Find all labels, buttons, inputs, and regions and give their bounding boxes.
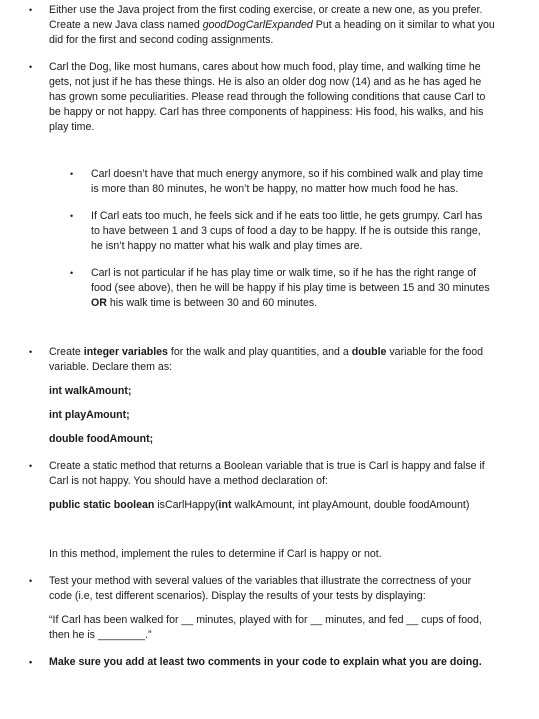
- rule-text: his walk time is between 30 and 60 minutes.: [106, 297, 318, 309]
- bullet-icon: •: [29, 62, 33, 72]
- signature-keywords: public static boolean: [49, 499, 158, 511]
- signature-name: isCarlHappy(: [157, 499, 219, 511]
- method-text: Create a static method that returns a Boolean variable that is true is Carl is happy and false if Carl is not happy. You should have a method declaration of:: [49, 460, 485, 487]
- declaration-play: int playAmount;: [49, 409, 130, 421]
- intro-text-2: Put a heading on it similar to what you did for the first and second coding assignments.: [49, 19, 495, 46]
- bullet-icon: •: [29, 347, 33, 357]
- comments-text: Make sure you add at least two comments in your code to explain what you are doing.: [49, 656, 482, 668]
- variables-emphasis: integer variables: [83, 346, 168, 358]
- method-signature: [49, 498, 495, 513]
- instruction-comments: [0, 655, 539, 670]
- instruction-variables: [0, 345, 539, 447]
- bullet-icon: •: [29, 5, 33, 15]
- variables-text: variable for the food variable. Declare them as:: [49, 346, 484, 373]
- rule-text: If Carl eats too much, he feels sick and if he eats too little, he gets grumpy. Carl has to have between 1 and 3 cups of food a day to be happy. If he is outside this range, he isn’t happy no matter what his walk and play times are.: [91, 210, 483, 252]
- rule-item: [0, 266, 539, 311]
- instruction-testing: [0, 574, 539, 643]
- bullet-icon: •: [29, 461, 33, 471]
- bullet-icon: •: [70, 268, 74, 278]
- testing-quote: “If Carl has been walked for __ minutes, played with for __ minutes, and fed __ cups of food, then he is ________.”: [49, 614, 482, 641]
- bullet-icon: •: [29, 576, 33, 586]
- declaration-walk: int walkAmount;: [49, 385, 132, 397]
- testing-text: Test your method with several values of the variables that illustrate the correctness of your code (i.e, test different scenarios). Display the results of your tests by displaying:: [49, 575, 472, 602]
- variables-text: for the walk and play quantities, and a: [167, 346, 352, 358]
- rule-item: [0, 209, 539, 254]
- instruction-carl: [0, 60, 539, 135]
- intro-text-1: Either use the Java project from the first coding exercise, or create a new one, as you prefer. Create a new Java class named: [49, 4, 483, 31]
- method-implement-text: In this method, implement the rules to determine if Carl is happy or not.: [49, 548, 382, 560]
- rule-item: [0, 167, 539, 197]
- carl-intro-text: Carl the Dog, like most humans, cares about how much food, play time, and walking time he gets, not just if he has these things. He is also an older dog now (14) and as he has aged he has grown some peculiarities. Please read through the following conditions that cause Carl to be happy or not happy. Carl has three components of happiness: His food, his walks, and his play time.: [49, 61, 486, 133]
- declaration-food: double foodAmount;: [49, 433, 154, 445]
- variables-text: Create: [49, 346, 84, 358]
- instruction-intro: [0, 3, 539, 48]
- bullet-icon: •: [70, 169, 74, 179]
- signature-params: walkAmount, int playAmount, double foodAmount): [231, 499, 470, 511]
- rules-list: [0, 167, 539, 311]
- bullet-icon: •: [29, 657, 33, 667]
- signature-type: int: [218, 499, 232, 511]
- variables-emphasis: double: [351, 346, 387, 358]
- bullet-icon: •: [70, 211, 74, 221]
- instruction-method: [0, 459, 539, 562]
- rule-emphasis: OR: [91, 297, 107, 309]
- rule-text: Carl doesn’t have that much energy anymore, so if his combined walk and play time is more than 80 minutes, he won’t be happy, no matter how much food he has.: [91, 168, 484, 195]
- class-name: goodDogCarlExpanded: [202, 19, 313, 31]
- rule-text: Carl is not particular if he has play time or walk time, so if he has the right range of food (see above), then he will be happy if his play time is between 15 and 30 minutes: [91, 267, 490, 294]
